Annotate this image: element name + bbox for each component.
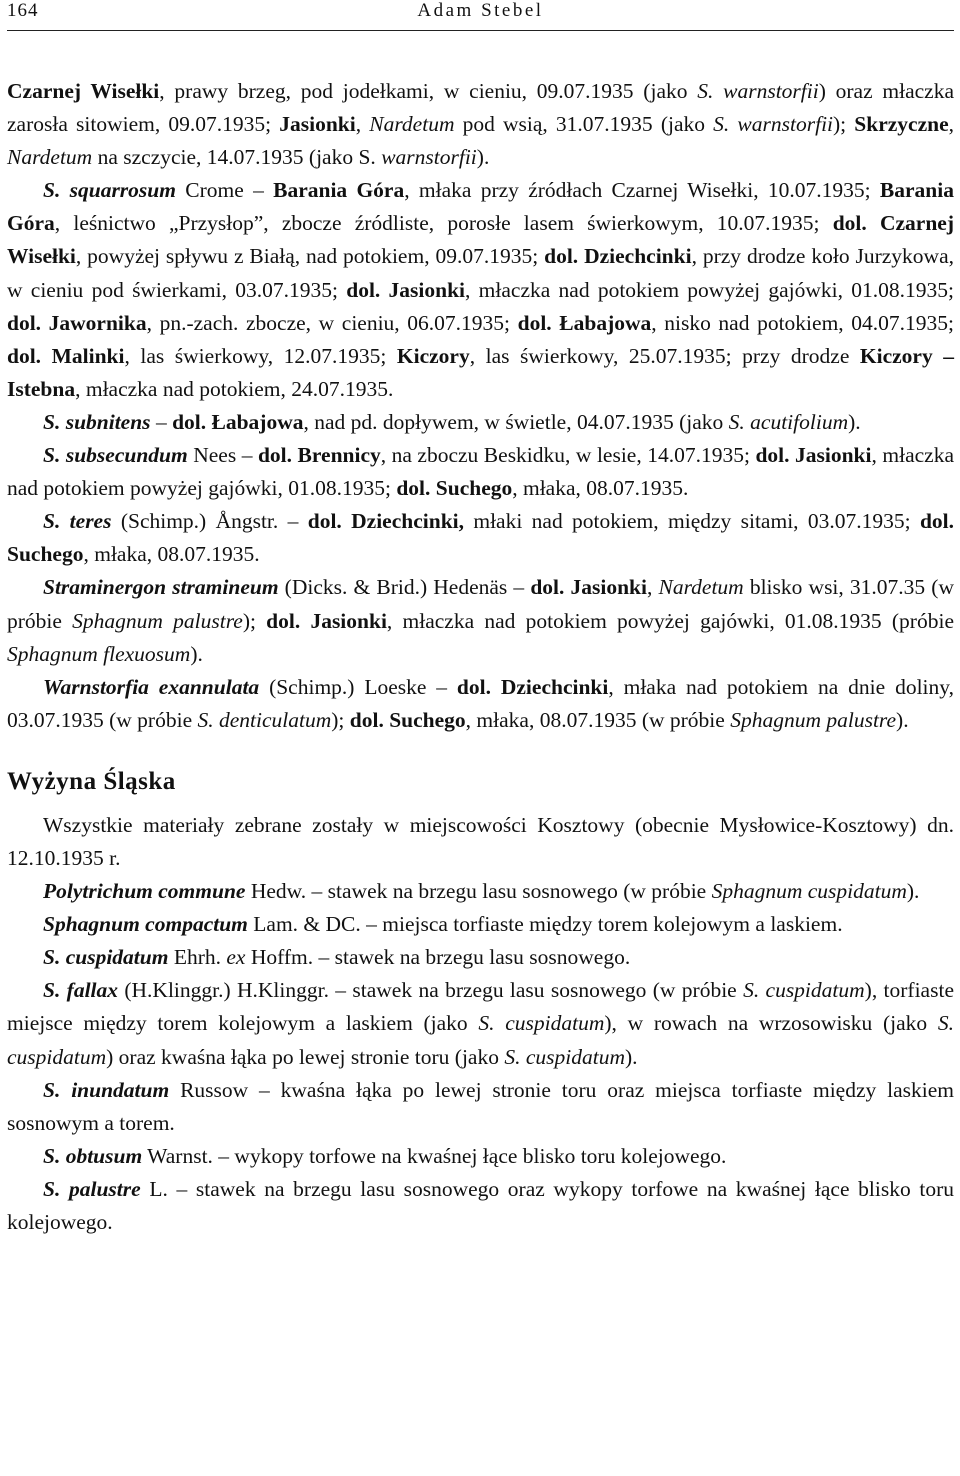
text-run: ). <box>624 1044 638 1069</box>
section-paragraph-list <box>7 809 954 1239</box>
italic-term: warnstorfii <box>381 145 477 170</box>
page-number: 164 <box>7 0 39 21</box>
locality-name: dol. Jasionki <box>755 443 872 468</box>
text-run: , leśnictwo „Przysłop”, zbocze źródliste, porosłe lasem świerkowym, 10.07.1935; <box>54 211 833 236</box>
paragraph <box>7 439 954 505</box>
text-run: , <box>355 112 370 137</box>
text-run: , młaczka nad potokiem powyżej gajówki, 01.08.1935; <box>465 277 954 302</box>
italic-term: Sphagnum flexuosum <box>7 641 191 666</box>
text-run: blisko wsi, 31.07.35 (w próbie <box>7 575 954 633</box>
text-run: Ehrh. <box>168 945 227 970</box>
locality-name: dol. Jasionki <box>346 277 466 302</box>
italic-term: S. warnstorfii <box>713 112 834 137</box>
taxon-name: S. cuspidatum <box>43 945 169 970</box>
italic-term: S. acutifolium <box>728 409 849 434</box>
locality-name: Kiczory <box>396 343 470 368</box>
locality-name: dol. Łabajowa <box>172 409 304 434</box>
running-head: Adam Stebel <box>417 0 544 21</box>
italic-term: Sphagnum palustre <box>730 707 897 732</box>
text-run: (Schimp.) Ångstr. – <box>111 509 308 534</box>
taxon-name: Straminergon stramineum <box>43 575 279 600</box>
text-run: na szczycie, 14.07.1935 (jako S. <box>92 145 382 170</box>
locality-name: dol. Malinki <box>7 343 125 368</box>
taxon-name: Warnstorfia exannulata <box>43 674 260 699</box>
text-run: , nisko nad potokiem, 04.07.1935; <box>651 310 954 335</box>
text-run: ); <box>833 112 855 137</box>
text-run: Lam. & DC. – miejsca torfiaste między torem kolejowym a laskiem. <box>247 912 843 937</box>
text-run: ). <box>476 145 490 170</box>
paragraph <box>7 75 954 174</box>
paragraph <box>7 406 954 439</box>
italic-term: Sphagnum cuspidatum <box>711 879 907 904</box>
text-run: Warnst. – wykopy torfowe na kwaśnej łące blisko toru kolejowego. <box>142 1143 727 1168</box>
italic-term: S. cuspidatum <box>504 1044 625 1069</box>
taxon-name: S. teres <box>43 509 112 534</box>
page-header <box>7 0 954 31</box>
text-run: Crome – <box>175 178 274 203</box>
locality-name: Jasionki <box>279 112 356 137</box>
text-run: , przy drodze koło Jurzykowa, w cieniu pod świerkami, 03.07.1935; <box>7 244 954 302</box>
taxon-name: S. subsecundum <box>43 443 188 468</box>
text-run: Hedw. – stawek na brzegu lasu sosnowego (w próbie <box>245 879 712 904</box>
locality-name: Barania Góra <box>273 178 405 203</box>
locality-name: Kiczory – Istebna <box>7 343 954 401</box>
locality-name: dol. Suchego <box>349 707 466 732</box>
taxon-name: S. fallax <box>43 978 119 1003</box>
text-run: , młaka, 08.07.1935. <box>83 542 260 567</box>
paragraph <box>7 974 954 1073</box>
text-run: , młaka przy źródłach Czarnej Wisełki, 10.07.1935; <box>404 178 880 203</box>
paragraph <box>7 671 954 737</box>
paragraph <box>7 875 954 908</box>
italic-term: ex <box>226 945 246 970</box>
text-run: ); <box>242 608 267 633</box>
text-run: Nees – <box>187 443 258 468</box>
italic-term: S. cuspidatum <box>478 1011 605 1036</box>
text-run: , las świerkowy, 12.07.1935; <box>124 343 397 368</box>
text-run: , na zboczu Beskidku, w lesie, 14.07.1935; <box>380 443 756 468</box>
text-run: ), w rowach na wrzosowisku (jako <box>604 1011 938 1036</box>
text-run: , młaka, 08.07.1935. <box>512 476 689 501</box>
locality-name: dol. Czarnej Wisełki <box>7 211 954 269</box>
text-run: pod wsią, 31.07.1935 (jako <box>454 112 714 137</box>
italic-term: Nardetum <box>7 145 93 170</box>
paragraph <box>7 1140 954 1173</box>
locality-name: dol. Łabajowa <box>517 310 652 335</box>
text-run: Wszystkie materiały zebrane zostały w miejscowości Kosztowy (obecnie Mysłowice-Kosztowy) dn. 12.10.1935 r. <box>7 812 954 870</box>
paragraph <box>7 1173 954 1239</box>
text-run: ). <box>896 707 909 732</box>
text-run: ), torfiaste miejsce między torem kolejowym a laskiem (jako <box>7 978 954 1036</box>
text-run: ) oraz kwaśna łąka po lewej stronie toru (jako <box>106 1044 505 1069</box>
taxon-name: S. palustre <box>43 1176 141 1201</box>
text-run: , młaczka nad potokiem powyżej gajówki, 01.08.1935 (próbie <box>386 608 954 633</box>
paragraph <box>7 505 954 571</box>
taxon-name: Polytrichum commune <box>43 879 246 904</box>
italic-term: S. denticulatum <box>197 707 332 732</box>
text-run: – <box>150 409 173 434</box>
text-run: , nad pd. dopływem, w świetle, 04.07.1935 (jako <box>303 409 729 434</box>
locality-name: dol. Jasionki <box>530 575 647 600</box>
text-run: , młaczka nad potokiem, 24.07.1935. <box>75 376 394 401</box>
text-run: młaki nad potokiem, między sitami, 03.07.1935; <box>464 509 920 534</box>
italic-term: Sphagnum palustre <box>72 608 243 633</box>
locality-name: Barania Góra <box>7 178 954 236</box>
paragraph <box>7 809 954 875</box>
locality-name: dol. Jawornika <box>7 310 147 335</box>
locality-name: dol. Suchego <box>7 509 955 567</box>
paragraph <box>7 941 954 974</box>
text-run: , młaka nad potokiem na dnie doliny, 03.07.1935 (w próbie <box>7 674 954 732</box>
text-run: ). <box>190 641 203 666</box>
text-run: Russow – kwaśna łąka po lewej stronie toru oraz miejsca torfiaste między laskiem sosnowym a torem. <box>7 1077 954 1135</box>
text-run: L. – stawek na brzegu lasu sosnowego oraz wykopy torfowe na kwaśnej łące blisko toru kolejowego. <box>7 1176 954 1234</box>
text-run: (Dicks. & Brid.) Hedenäs – <box>278 575 531 600</box>
text-run: , pn.-zach. zbocze, w cieniu, 06.07.1935; <box>146 310 518 335</box>
locality-name: dol. Jasionki <box>266 608 387 633</box>
locality-name: Skrzyczne <box>854 112 949 137</box>
taxon-name: S. squarrosum <box>43 178 176 203</box>
taxon-name: S. inundatum <box>43 1077 170 1102</box>
text-run: ); <box>331 707 350 732</box>
text-run: ). <box>848 409 861 434</box>
taxon-name: Sphagnum compactum <box>43 912 248 937</box>
locality-name: dol. Brennicy <box>257 443 381 468</box>
paragraph <box>7 1074 954 1140</box>
italic-term: S. cuspidatum <box>7 1011 954 1069</box>
text-run: , las świerkowy, 25.07.1935; przy drodze <box>469 343 860 368</box>
locality-name: Czarnej Wisełki <box>7 79 160 103</box>
italic-term: Nardetum <box>369 112 455 137</box>
paragraph <box>7 908 954 941</box>
text-run: , młaka, 08.07.1935 (w próbie <box>465 707 731 732</box>
italic-term: S. warnstorfii <box>697 79 819 103</box>
text-run: Hoffm. – stawek na brzegu lasu sosnowego. <box>245 945 631 970</box>
text-run: ) oraz młaczka zarosła sitowiem, 09.07.1935; <box>7 79 954 137</box>
paragraph-list <box>7 75 954 737</box>
taxon-name: S. subnitens <box>43 409 151 434</box>
text-run: , prawy brzeg, pod jodełkami, w cieniu, 09.07.1935 (jako <box>159 79 698 103</box>
text-run: (Schimp.) Loeske – <box>259 674 457 699</box>
locality-name: dol. Dziechcinki <box>456 674 609 699</box>
locality-name: dol. Dziechcinki, <box>307 509 465 534</box>
text-run: (H.Klinggr.) H.Klinggr. – stawek na brzegu lasu sosnowego (w próbie <box>118 978 744 1003</box>
text-run: , młaczka nad potokiem powyżej gajówki, 01.08.1935; <box>7 443 954 501</box>
text-run: , powyżej spływu z Białą, nad potokiem, 09.07.1935; <box>75 244 545 269</box>
paragraph <box>7 174 954 406</box>
italic-term: S. cuspidatum <box>743 978 865 1003</box>
paragraph <box>7 571 954 670</box>
italic-term: Nardetum <box>658 575 744 600</box>
locality-name: dol. Dziechcinki <box>544 244 692 269</box>
locality-name: dol. Suchego <box>396 476 513 501</box>
section-heading: Wyżyna Śląska <box>7 767 176 795</box>
taxon-name: S. obtusum <box>43 1143 143 1168</box>
text-run: , <box>646 575 659 600</box>
text-run: , <box>948 112 955 137</box>
text-run: ). <box>906 879 920 904</box>
body-text <box>7 31 954 1239</box>
